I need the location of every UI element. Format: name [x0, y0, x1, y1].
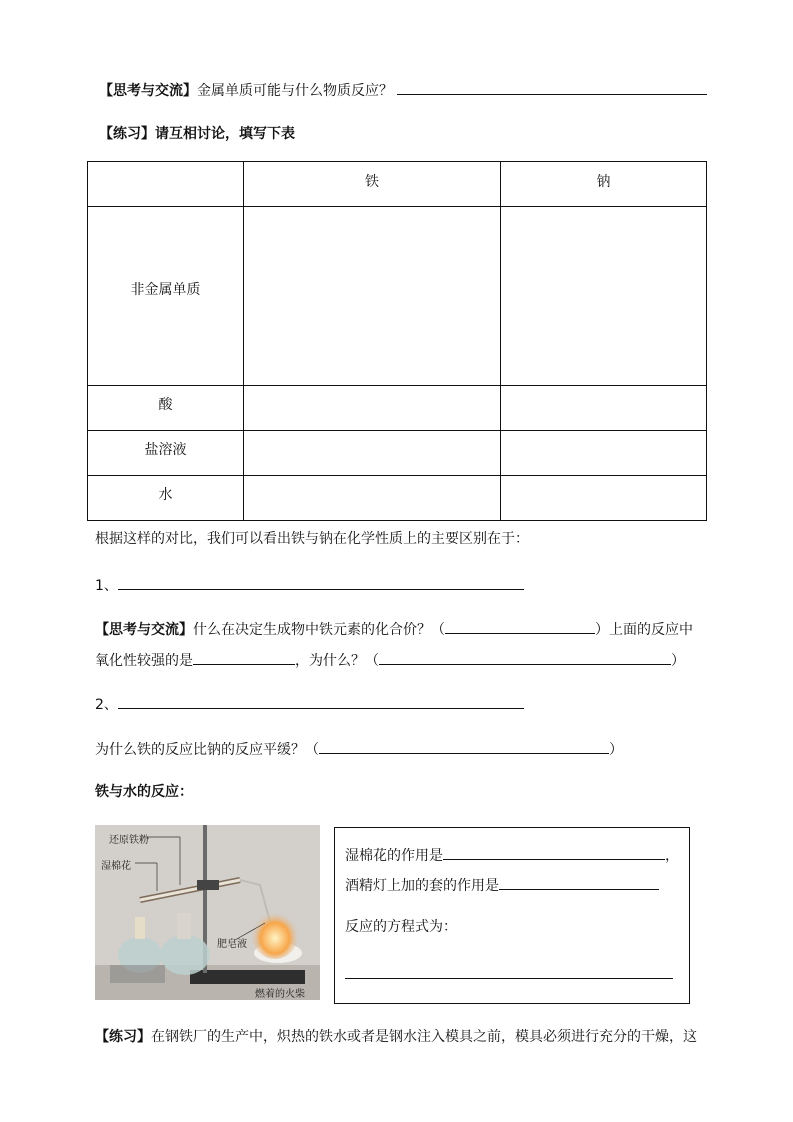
comparison-text: 根据这样的对比，我们可以看出铁与钠在化学性质上的主要区别在于：	[95, 531, 529, 547]
exercise-steel	[95, 1028, 697, 1046]
box-line-3: 反应的方程式为：	[345, 919, 457, 935]
box-text: 湿棉花的作用是	[345, 848, 443, 864]
experiment-apparatus-illustration	[95, 825, 320, 1000]
box-line-2	[345, 874, 659, 895]
table-header-sodium: 钠	[501, 162, 707, 207]
table-cell-input[interactable]	[501, 386, 707, 431]
item-number: 2、	[95, 697, 118, 713]
answer-blank[interactable]	[193, 649, 295, 665]
comparison-table	[87, 161, 707, 521]
iron-water-heading: 铁与水的反应：	[95, 784, 193, 800]
answer-blank[interactable]	[118, 574, 524, 590]
item-number: 1、	[95, 578, 118, 594]
table-row-label: 盐溶液	[88, 431, 244, 476]
table-cell-input[interactable]	[501, 431, 707, 476]
table-row-label: 酸	[88, 386, 244, 431]
answer-blank[interactable]	[445, 618, 595, 634]
discussion-text: 什么在决定生成物中铁元素的化合价？（	[193, 622, 445, 638]
table-cell-input[interactable]	[501, 476, 707, 521]
box-text: 酒精灯上加的套的作用是	[345, 878, 499, 894]
discussion-text: ）	[671, 653, 685, 669]
figure-label: 还原铁粉	[109, 835, 149, 846]
table-cell-input[interactable]	[244, 431, 501, 476]
exercise-tag: 【练习】	[95, 1029, 151, 1045]
item-2	[95, 693, 524, 714]
discussion-question-2-line2	[95, 649, 685, 670]
exercise-text: 在钢铁厂的生产中，炽热的铁水或者是钢水注入模具之前，模具必须进行充分的干燥，这	[151, 1029, 697, 1045]
answer-blank[interactable]	[118, 693, 524, 709]
discussion-tag: 【思考与交流】	[95, 622, 193, 638]
question-text: ）	[609, 742, 623, 758]
discussion-text: ，为什么？（	[295, 653, 379, 669]
answer-blank[interactable]	[397, 79, 707, 95]
discussion-question-1	[99, 79, 707, 100]
table-cell-input[interactable]	[244, 207, 501, 386]
answer-blank[interactable]	[499, 874, 659, 890]
box-line-1	[345, 844, 679, 865]
table-cell-input[interactable]	[244, 476, 501, 521]
box-text: ，	[665, 848, 679, 864]
table-corner-cell	[88, 162, 244, 207]
equation-blank[interactable]	[345, 978, 673, 979]
table-row-label: 非金属单质	[88, 207, 244, 386]
figure-label: 湿棉花	[101, 861, 131, 872]
iron-water-question-box	[334, 827, 690, 1004]
discussion-text: 金属单质可能与什么物质反应？	[197, 83, 393, 99]
answer-blank[interactable]	[379, 649, 671, 665]
question-slow-reaction	[95, 738, 623, 759]
discussion-text: 氧化性较强的是	[95, 653, 193, 669]
item-1	[95, 574, 524, 595]
figure-label: 燃着的火柴	[255, 989, 305, 1000]
answer-blank[interactable]	[319, 738, 609, 754]
exercise-heading	[99, 125, 295, 143]
answer-blank[interactable]	[443, 844, 665, 860]
figure-label: 肥皂液	[217, 939, 247, 950]
table-cell-input[interactable]	[244, 386, 501, 431]
exercise-text: 请互相讨论，填写下表	[155, 126, 295, 142]
discussion-text: ）上面的反应中	[595, 622, 693, 638]
table-header-iron: 铁	[244, 162, 501, 207]
question-text: 为什么铁的反应比钠的反应平缓？（	[95, 742, 319, 758]
table-row-label: 水	[88, 476, 244, 521]
discussion-question-2	[95, 618, 693, 639]
table-cell-input[interactable]	[501, 207, 707, 386]
exercise-tag: 【练习】	[99, 126, 155, 142]
experiment-photo	[95, 825, 320, 1000]
discussion-tag: 【思考与交流】	[99, 83, 197, 99]
